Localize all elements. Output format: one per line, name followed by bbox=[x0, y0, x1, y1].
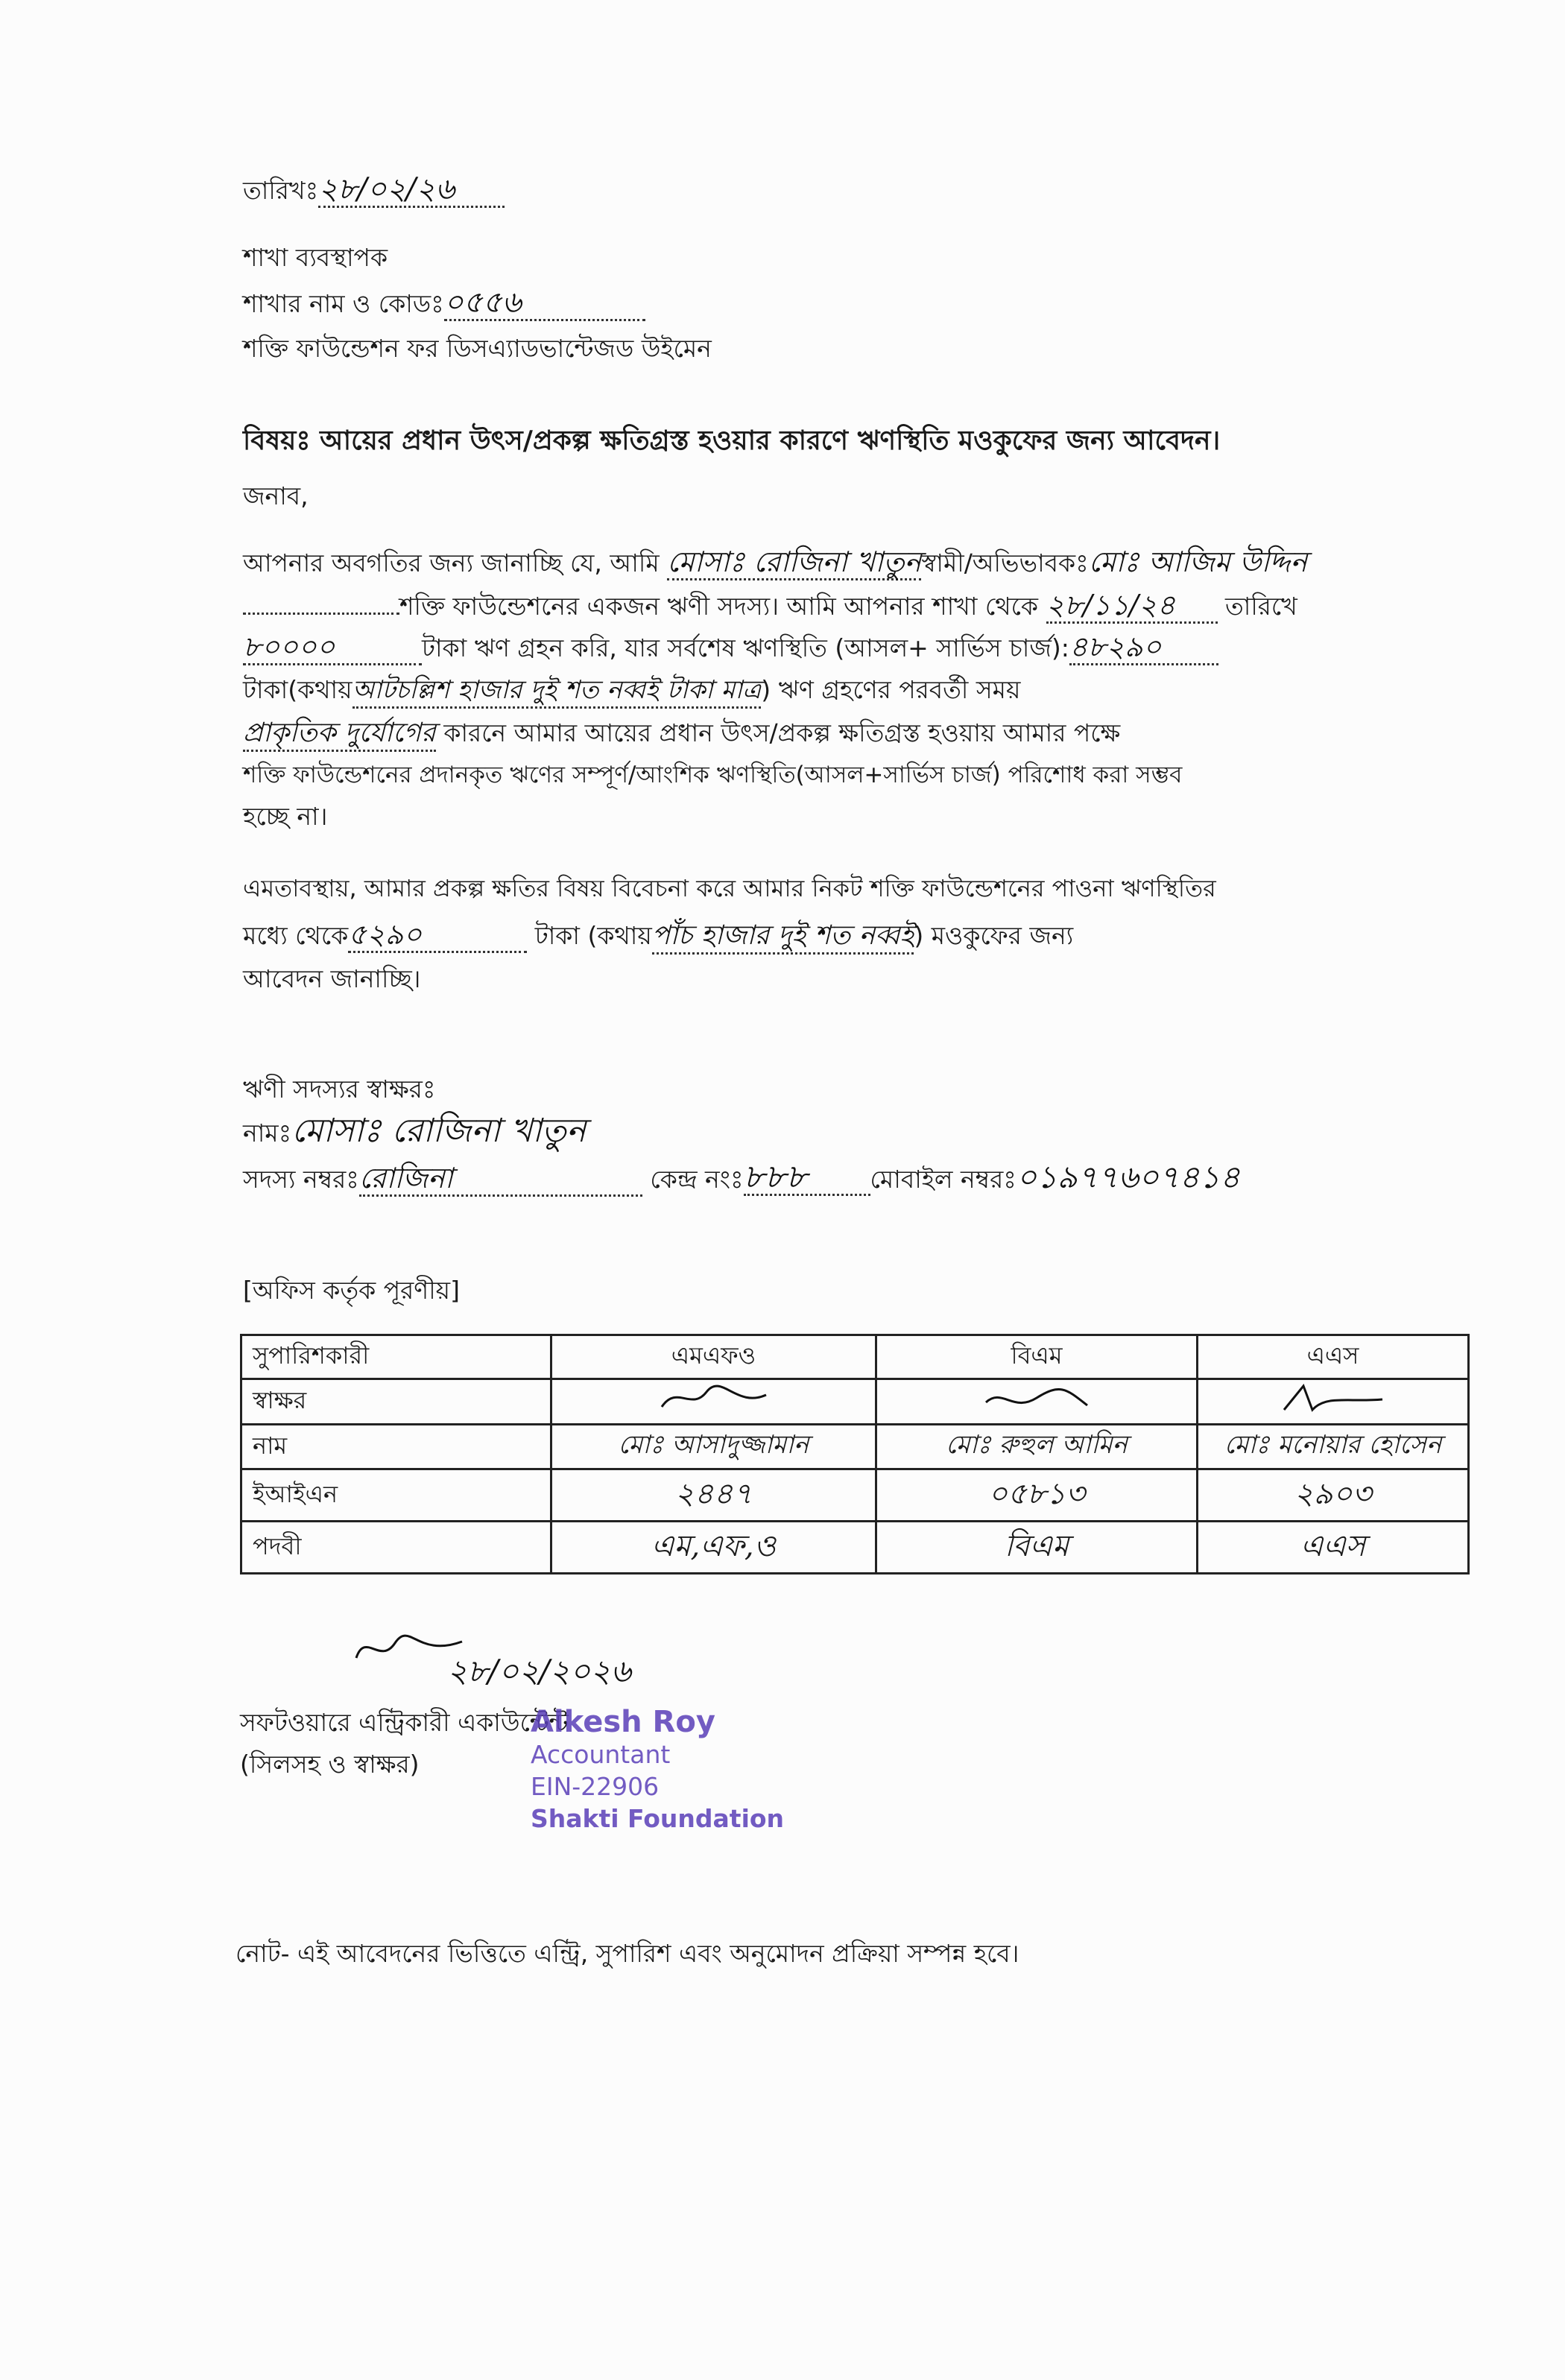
entry-date-hw: ২৮/০২/২০২৬ bbox=[447, 1653, 631, 1689]
stamp-line: Accountant bbox=[531, 1740, 671, 1769]
table-cell: এএস bbox=[1198, 1522, 1469, 1574]
loan-amount-hw: ৮০০০০ bbox=[243, 630, 422, 665]
stamp-line: Alkesh Roy bbox=[531, 1705, 715, 1739]
cause-hw: প্রাকৃতিক দুর্যোগের bbox=[243, 717, 436, 752]
table-cell: ২৪৪৭ bbox=[551, 1469, 876, 1522]
member-name-line bbox=[243, 1112, 587, 1150]
member-name-hw: মোসাঃ রোজিনা খাতুন bbox=[291, 1112, 587, 1150]
accountant-stamp bbox=[531, 1706, 784, 1835]
row-label: পদবী bbox=[241, 1522, 551, 1574]
table-header-cell: এমএফও bbox=[551, 1335, 876, 1379]
table-cell: মোঃ মনোয়ার হোসেন bbox=[1198, 1425, 1469, 1469]
footer-note: নোট- এই আবেদনের ভিত্তিতে এন্ট্রি, সুপারিশ এবং অনুমোদন প্রক্রিয়া সম্পন্ন হবে। bbox=[235, 1939, 1019, 1968]
body-line-7: হচ্ছে না। bbox=[243, 802, 328, 831]
stamp-line: Shakti Foundation bbox=[531, 1804, 785, 1833]
row-label: ইআইএন bbox=[241, 1469, 551, 1522]
recommendation-table bbox=[240, 1334, 1470, 1574]
body-line-3 bbox=[243, 630, 1218, 665]
table-header-row bbox=[241, 1335, 1469, 1379]
branch-label: শাখার নাম ও কোডঃ bbox=[243, 289, 444, 318]
row-label: স্বাক্ষর bbox=[241, 1379, 551, 1425]
table-header-cell: সুপারিশকারী bbox=[241, 1335, 551, 1379]
balance-words-hw: আটচল্লিশ হাজার দুই শত নব্বই টাকা মাত্র bbox=[352, 674, 762, 709]
stamp-line: EIN-22906 bbox=[531, 1772, 660, 1801]
signature-scribble-icon bbox=[654, 1380, 774, 1416]
signature-cell bbox=[876, 1379, 1198, 1425]
signature-cell bbox=[551, 1379, 876, 1425]
body-line-1 bbox=[243, 545, 1307, 580]
mobile-label: মোবাইল নম্বরঃ bbox=[870, 1165, 1017, 1194]
blank-dots bbox=[243, 613, 399, 615]
body-text: কারনে আমার আয়ের প্রধান উৎস/প্রকল্প ক্ষতিগ্রস্ত হওয়ায় আমার পক্ষে bbox=[443, 718, 1121, 747]
body-text: স্বামী/অভিভাবকঃ bbox=[921, 548, 1089, 577]
row-label: নাম bbox=[241, 1425, 551, 1469]
table-cell: মোঃ আসাদুজ্জামান bbox=[551, 1425, 876, 1469]
body-text: মধ্যে থেকে bbox=[243, 921, 349, 950]
member-no-hw: রোজিনা bbox=[359, 1162, 642, 1197]
center-label: কেন্দ্র নংঃ bbox=[650, 1165, 744, 1194]
office-heading: [অফিস কর্তৃক পূরণীয়] bbox=[243, 1276, 460, 1305]
body-text: ) মওকুফের জন্য bbox=[914, 921, 1074, 950]
body-text: টাকা ঋণ গ্রহন করি, যার সর্বশেষ ঋণস্থিতি (আসল+ সার্ভিস চার্জ): bbox=[422, 633, 1069, 662]
table-row bbox=[241, 1469, 1469, 1522]
operator-label: সফটওয়ারে এন্ট্রিকারী একাউন্টেন্ট bbox=[240, 1708, 569, 1737]
date-label: তারিখঃ bbox=[243, 176, 319, 205]
branch-line bbox=[243, 286, 645, 321]
table-row bbox=[241, 1522, 1469, 1574]
signature-cell bbox=[1198, 1379, 1469, 1425]
org-name: শক্তি ফাউন্ডেশন ফর ডিসএ্যাডভান্টেজড উইমেন bbox=[243, 334, 712, 363]
loan-date-hw: ২৮/১১/২৪ bbox=[1046, 589, 1218, 624]
body-line-2 bbox=[243, 589, 1297, 624]
body-text: ) ঋণ গ্রহণের পরবর্তী সময় bbox=[761, 675, 1021, 704]
member-name-label: নামঃ bbox=[243, 1118, 292, 1148]
signature-scribble-icon bbox=[977, 1380, 1096, 1416]
signature-scribble-icon bbox=[1274, 1380, 1393, 1416]
body-line-9 bbox=[243, 918, 1073, 955]
member-no-label: সদস্য নম্বরঃ bbox=[243, 1165, 359, 1194]
body-text: টাকা(কথায় bbox=[243, 675, 352, 704]
waiver-words-hw: পাঁচ হাজার দুই শত নব্বই bbox=[652, 920, 914, 955]
center-hw: ৮৮৮ bbox=[744, 1161, 870, 1196]
body-text: টাকা (কথায় bbox=[534, 921, 652, 950]
body-line-4 bbox=[243, 674, 1020, 709]
subject: বিষয়ঃ আয়ের প্রধান উৎস/প্রকল্প ক্ষতিগ্রস্ত হওয়ার কারণে ঋণস্থিতি মওকুফের জন্য আবেদন। bbox=[243, 425, 1221, 456]
body-line-8: এমতাবস্থায়, আমার প্রকল্প ক্ষতির বিষয় বিবেচনা করে আমার নিকট শক্তি ফাউন্ডেশনের পাওনা ঋণস্থিতির bbox=[243, 874, 1216, 902]
table-header-cell: এএস bbox=[1198, 1335, 1469, 1379]
table-row bbox=[241, 1425, 1469, 1469]
salutation: জনাব, bbox=[243, 481, 309, 510]
member-signature-label: ঋণী সদস্যর স্বাক্ষরঃ bbox=[243, 1075, 436, 1104]
mobile-hw: ০১৯৭৭৬০৭৪১৪ bbox=[1016, 1159, 1241, 1195]
branch-value: ০৫৫৬ bbox=[444, 286, 645, 321]
operator-sub: (সিলসহ ও স্বাক্ষর) bbox=[240, 1750, 420, 1779]
table-header-cell: বিএম bbox=[876, 1335, 1198, 1379]
waiver-amount-hw: ৫২৯০ bbox=[348, 918, 527, 953]
body-text: তারিখে bbox=[1225, 592, 1297, 621]
body-line-5 bbox=[243, 717, 1120, 752]
table-cell: ২৯০৩ bbox=[1198, 1469, 1469, 1522]
date-line bbox=[243, 173, 505, 208]
applicant-name-hw: মোসাঃ রোজিনা খাতুন bbox=[667, 545, 921, 580]
member-details-line bbox=[243, 1158, 1241, 1197]
table-cell: বিএম bbox=[876, 1522, 1198, 1574]
guardian-hw: মোঃ আজিম উদ্দিন bbox=[1088, 545, 1308, 578]
body-line-10: আবেদন জানাচ্ছি। bbox=[243, 964, 421, 993]
table-row bbox=[241, 1379, 1469, 1425]
table-cell: ০৫৮১৩ bbox=[876, 1469, 1198, 1522]
body-line-6: শক্তি ফাউন্ডেশনের প্রদানকৃত ঋণের সম্পূর্ণ/আংশিক ঋণস্থিতি(আসল+সার্ভিস চার্জ) পরিশোধ করা সম্ভব bbox=[243, 762, 1183, 788]
table-cell: এম,এফ,ও bbox=[551, 1522, 876, 1574]
recipient: শাখা ব্যবস্থাপক bbox=[243, 243, 388, 272]
body-text: শক্তি ফাউন্ডেশনের একজন ঋণী সদস্য। আমি আপনার শাখা থেকে bbox=[399, 592, 1038, 621]
balance-hw: ৪৮২৯০ bbox=[1069, 630, 1218, 665]
body-text: আপনার অবগতির জন্য জানাচ্ছি যে, আমি bbox=[243, 548, 660, 577]
table-cell: মোঃ রুহুল আমিন bbox=[876, 1425, 1198, 1469]
date-value: ২৮/০২/২৬ bbox=[318, 173, 505, 208]
